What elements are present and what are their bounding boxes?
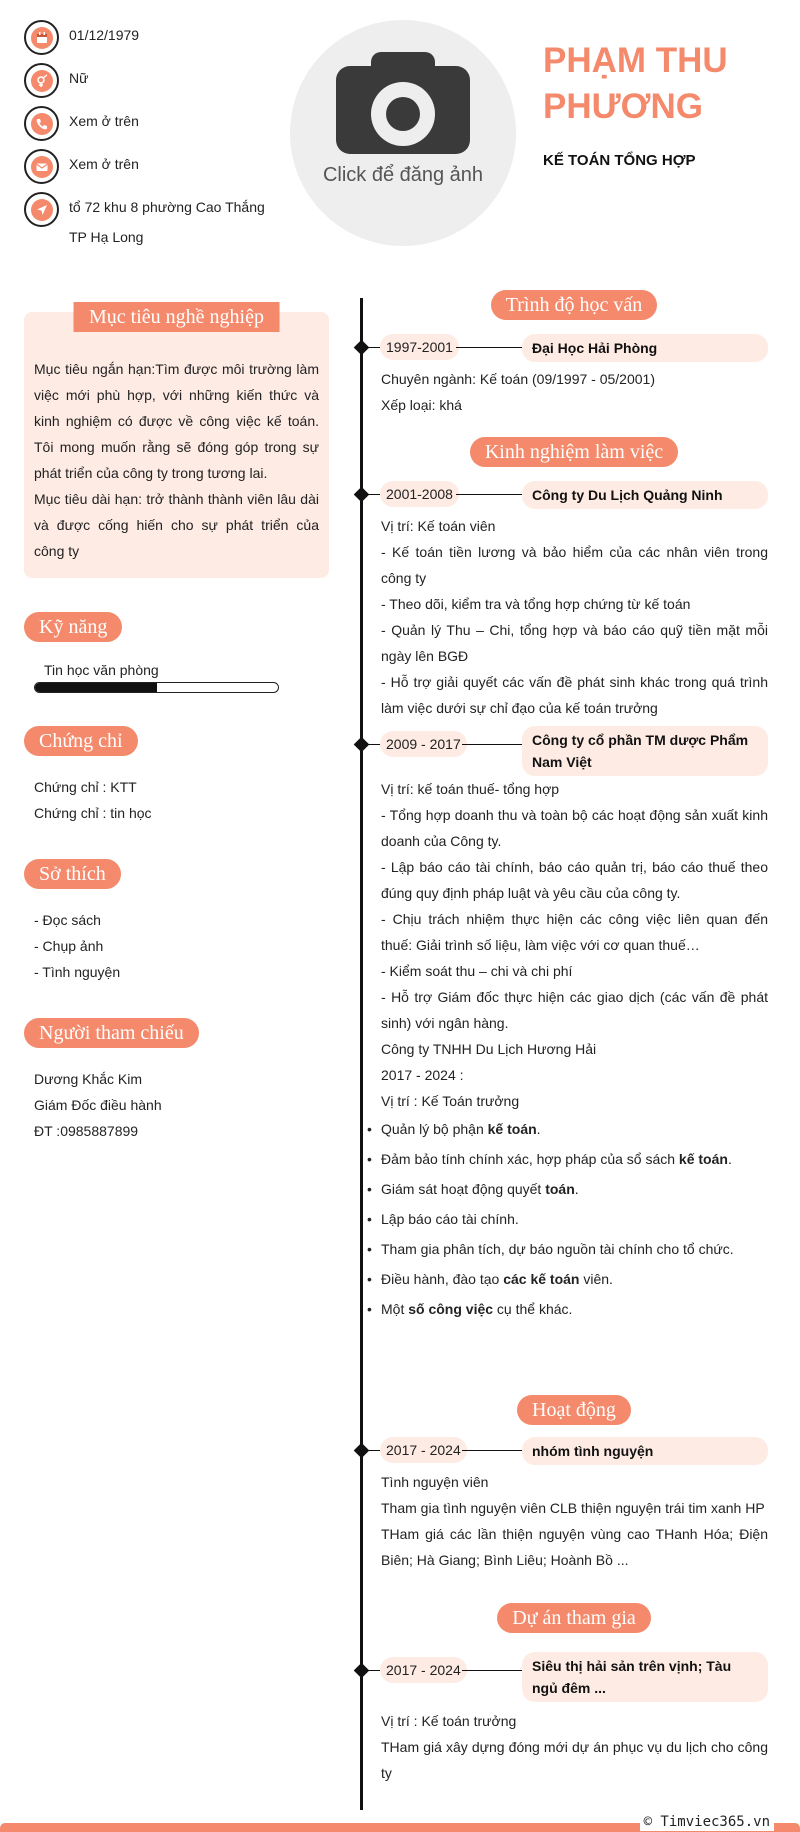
job-title: KẾ TOÁN TỔNG HỢP [543,152,696,169]
activity-entry-body [381,1469,768,1573]
activities-heading-wrap [380,1395,768,1425]
entry-organization: Siêu thị hải sản trên vịnh; Tàu ngủ đêm ... [522,1652,768,1702]
duty-item: • Quản lý bộ phận kế toán. [381,1114,768,1144]
duty-item: • Đảm bảo tính chính xác, hợp pháp của sổ sách kế toán. [381,1144,768,1174]
gender-icon [24,63,59,98]
photo-upload-caption: Click để đăng ảnh [322,164,484,186]
hobbies-heading: Sở thích [24,859,121,889]
duty-item: • Giám sát hoạt động quyết toán. [381,1174,768,1204]
gender-text: Nữ [69,70,89,86]
camera-icon [336,52,470,154]
project-entry-body [381,1708,768,1786]
skill-level-bar [34,682,279,693]
experience-heading-wrap [380,437,768,467]
entry-line: - Tổng hợp doanh thu và toàn bộ các hoạt động sản xuất kinh doanh của Công ty. [381,807,768,849]
references-heading: Người tham chiếu [24,1018,199,1048]
education-heading: Trình độ học vấn [491,290,657,320]
entry-line: 2017 - 2024 : [381,1067,464,1083]
experience-entry-body [381,776,768,1324]
hobbies-list [24,907,329,985]
birthday-text: 01/12/1979 [69,27,140,43]
entry-date: 2001-2008 [380,481,459,507]
name-block [543,38,783,169]
entry-line: - Hỗ trợ giải quyết các vấn đề phát sinh khác trong quá trình làm việc dưới sự chỉ đạo của kế toán trưởng [381,674,768,716]
entry-date: 2009 - 2017 [380,731,467,757]
hobbies-section [24,859,329,985]
certificate-item: Chứng chỉ : KTT [34,779,137,795]
contact-phone [24,106,284,141]
activities-heading: Hoạt động [517,1395,631,1425]
entry-line: - Quản lý Thu – Chi, tổng hợp và báo cáo quỹ tiền mặt mỗi ngày lên BGĐ [381,622,768,664]
duty-item: • Tham gia phân tích, dự báo nguồn tài chính cho tổ chức. [381,1234,768,1264]
experience-entry-body [381,513,768,721]
education-entry-body [381,366,768,418]
entry-line: - Chịu trách nhiệm thực hiện các công việc liên quan đến thuế: Giải trình số liệu, làm việc với cơ quan thuế… [381,911,768,953]
entry-line: Xếp loại: khá [381,397,462,413]
references-section [24,1018,329,1144]
entry-line: Công ty TNHH Du Lịch Hương Hải [381,1041,597,1057]
entry-date: 2017 - 2024 [380,1437,467,1463]
experience-entry-head [354,726,768,770]
calendar-icon [24,20,59,55]
contact-info [24,20,284,260]
entry-line: Tham gia tình nguyện viên CLB thiện nguyện trái tim xanh HP [381,1500,765,1516]
hobby-item: - Tình nguyện [34,964,121,980]
duty-item: • Điều hành, đào tạo các kế toán viên. [381,1264,768,1294]
entry-line: THam giá xây dựng đóng mới dự án phục vụ du lịch cho công ty [381,1739,768,1781]
entry-line: Vị trí: Kế toán viên [381,518,496,534]
entry-line: Tình nguyện viên [381,1474,489,1490]
skill-name: Tin học văn phòng [44,662,159,678]
projects-heading: Dự án tham gia [497,1603,651,1633]
project-entry-head [354,1652,768,1696]
phone-text: Xem ở trên [69,113,139,129]
education-heading-wrap [380,290,768,320]
entry-line: Vị trí : Kế toán trưởng [381,1713,517,1729]
education-entry-head [354,334,768,360]
objective-heading: Mục tiêu nghề nghiệp [73,302,280,332]
entry-line: - Kiểm soát thu – chi và chi phí [381,963,573,979]
skills-section [24,612,329,693]
contact-email [24,149,284,184]
phone-icon [24,106,59,141]
certificates-section [24,726,329,826]
hobby-item: - Đọc sách [34,912,101,928]
duty-item: • Một số công việc cụ thể khác. [381,1294,768,1324]
projects-heading-wrap [380,1603,768,1633]
experience-entry-head [354,481,768,507]
objective-short-term: Mục tiêu ngắn hạn:Tìm được môi trường làm việc mới phù hợp, với những kiến thức và kinh nghiệm có được về công việc kế toán. Tôi mong muốn rằng sẽ đóng góp trong sự phát triển của công ty trong tương lai. [34,361,319,481]
entry-line: - Theo dõi, kiểm tra và tổng hợp chứng từ kế toán [381,596,691,612]
duty-list [381,1114,768,1324]
entry-organization: Công ty cổ phần TM dược Phẩm Nam Việt [522,726,768,776]
references-list [24,1066,329,1144]
candidate-name: PHẠM THU PHƯƠNG [543,41,728,126]
email-icon [24,149,59,184]
entry-organization: nhóm tình nguyện [522,1437,768,1465]
experience-heading: Kinh nghiệm làm việc [470,437,678,467]
email-text: Xem ở trên [69,156,139,172]
entry-line: Vị trí : Kế Toán trưởng [381,1093,520,1109]
skill-level-fill [35,683,157,692]
entry-line: - Kế toán tiền lương và bảo hiểm của các nhân viên trong công ty [381,544,768,586]
skills-heading: Kỹ năng [24,612,122,642]
hobby-item: - Chụp ảnh [34,938,104,954]
objective-section [24,306,329,578]
reference-item: Giám Đốc điều hành [34,1097,162,1113]
objective-box [24,306,329,578]
contact-address [24,192,284,252]
entry-organization: Đại Học Hải Phòng [522,334,768,362]
certificates-heading: Chứng chỉ [24,726,138,756]
certificate-item: Chứng chỉ : tin học [34,805,152,821]
objective-long-term: Mục tiêu dài hạn: trở thành thành viên lâu dài và được cống hiến cho sự phát triển của công ty [34,491,319,559]
entry-line: - Lập báo cáo tài chính, báo cáo quản trị, báo cáo thuế theo đúng quy định pháp luật và yêu cầu của công ty. [381,859,768,901]
entry-line: THam giá các lần thiện nguyện vùng cao THanh Hóa; Điện Biên; Hà Giang; Bình Liêu; Hoành Bồ ... [381,1526,768,1568]
entry-date: 1997-2001 [380,334,459,360]
reference-item: ĐT :0985887899 [34,1123,139,1139]
entry-line: Vị trí: kế toán thuế- tổng hợp [381,781,560,797]
entry-organization: Công ty Du Lịch Quảng Ninh [522,481,768,509]
entry-date: 2017 - 2024 [380,1657,467,1683]
profile-photo-upload[interactable] [290,20,516,246]
certificates-list [24,774,329,826]
contact-birthday [24,20,284,55]
location-icon [24,192,59,227]
entry-line: - Hỗ trợ Giám đốc thực hiện các giao dịch (các vấn đề phát sinh) với ngân hàng. [381,989,768,1031]
timeline-line [360,298,363,1810]
duty-item: • Lập báo cáo tài chính. [381,1204,768,1234]
activity-entry-head [354,1437,768,1463]
reference-item: Dương Khắc Kim [34,1071,143,1087]
footer-credit[interactable]: © Timviec365.vn [640,1813,774,1831]
address-text: tổ 72 khu 8 phường Cao Thắng TP Hạ Long [69,199,265,245]
contact-gender [24,63,284,98]
entry-line: Chuyên ngành: Kế toán (09/1997 - 05/2001) [381,371,655,387]
